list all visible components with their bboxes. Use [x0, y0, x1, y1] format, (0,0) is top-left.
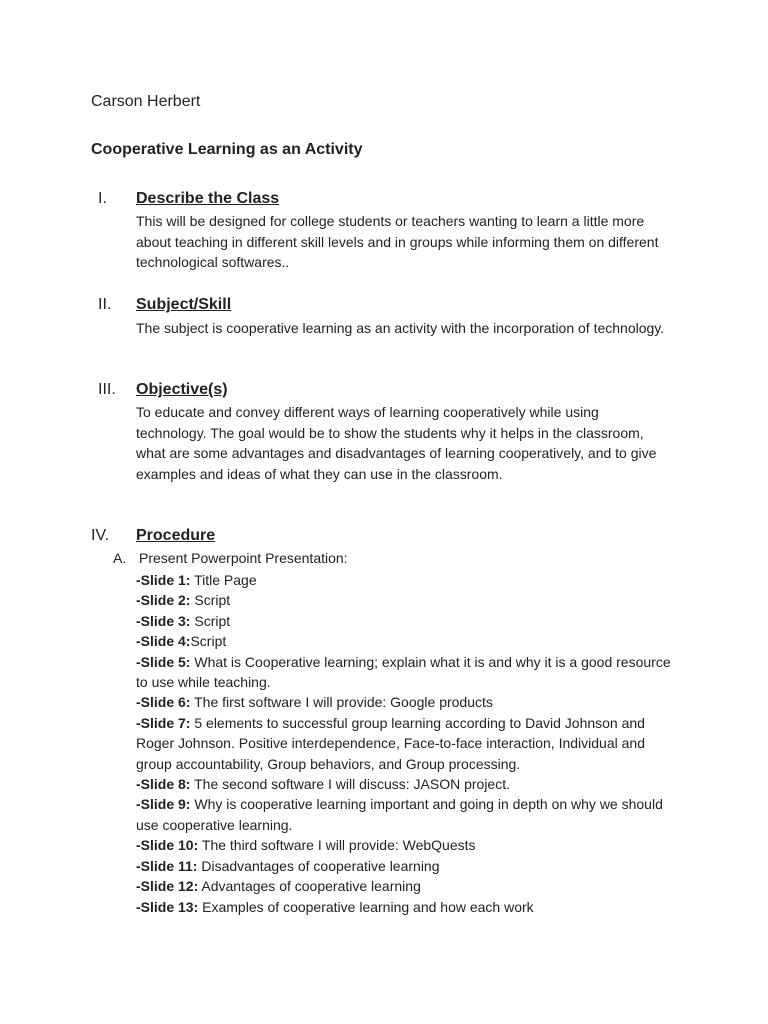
slide-text: Advantages of cooperative learning — [198, 878, 421, 895]
slide-text: Why is cooperative learning important and going in depth on why we should use cooperative learning. — [136, 796, 663, 833]
slide-item — [136, 692, 676, 712]
section-heading: Procedure — [136, 527, 216, 544]
section-numeral: IV. — [91, 527, 110, 544]
slide-text: Examples of cooperative learning and how each work — [198, 898, 534, 915]
slide-item — [136, 590, 676, 610]
section-heading: Describe the Class — [136, 190, 280, 207]
slide-text: Script — [190, 612, 231, 629]
slide-label: -Slide 7: — [136, 714, 191, 731]
slide-label: -Slide 10: — [136, 837, 199, 854]
slide-text: 5 elements to successful group learning according to David Johnson and Roger Johnson. Positive interdependence, Face-to-face interaction, Individual and group accountability, Group behaviors, and Group processing. — [136, 714, 645, 772]
slide-item — [136, 794, 676, 835]
slide-item — [136, 570, 676, 590]
slide-text: What is Cooperative learning; explain what it is and why it is a good resource to use while teaching. — [136, 653, 671, 691]
slide-item — [136, 652, 676, 693]
slide-item — [136, 856, 676, 876]
slide-text: The first software I will provide: Google products — [190, 694, 493, 711]
slide-list — [136, 570, 676, 917]
slide-text: The third software I will provide: WebQuests — [198, 837, 476, 854]
author-name: Carson Herbert — [91, 93, 201, 110]
slide-text: Title Page — [190, 572, 257, 588]
slide-label: -Slide 13: — [136, 898, 199, 915]
slide-item — [136, 897, 676, 917]
slide-text: The second software I will discuss: JASON project. — [190, 776, 511, 793]
slide-text: Script — [190, 592, 231, 609]
document-title: Cooperative Learning as an Activity — [91, 141, 363, 158]
slide-label: -Slide 2: — [136, 592, 191, 609]
slide-label: -Slide 12: — [136, 878, 199, 895]
slide-label: -Slide 5: — [136, 653, 191, 670]
slide-item — [136, 835, 676, 855]
slide-label: -Slide 11: — [136, 857, 198, 874]
slide-item — [136, 611, 676, 631]
section-body: The subject is cooperative learning as an activity with the incorporation of technology. — [136, 320, 665, 336]
slide-item — [136, 713, 676, 774]
slide-item — [136, 631, 676, 651]
sub-item-text: Present Powerpoint Presentation: — [139, 550, 348, 566]
section-body: This will be designed for college students or teachers wanting to learn a little more about teaching in different skill levels and in groups while informing them on different technological softwares.. — [136, 213, 659, 271]
slide-label: -Slide 6: — [136, 694, 191, 711]
slide-label: -Slide 3: — [136, 612, 191, 629]
slide-text: Disadvantages of cooperative learning — [197, 857, 440, 874]
section-numeral: II. — [98, 296, 112, 313]
slide-label: -Slide 1: — [136, 572, 191, 588]
slide-label: -Slide 4: — [136, 633, 191, 650]
sub-item-letter: A. — [113, 550, 127, 566]
section-heading: Subject/Skill — [136, 296, 232, 313]
slide-label: -Slide 9: — [136, 796, 191, 813]
slide-label: -Slide 8: — [136, 776, 191, 793]
section-body: To educate and convey different ways of learning cooperatively while using technology. The goal would be to show the students why it helps in the classroom, what are some advantages and disadvantages of learning cooperatively, and to give examples and ideas of what they can use in the classroom. — [136, 404, 657, 482]
section-numeral: I. — [98, 190, 107, 207]
slide-item — [136, 876, 676, 896]
slide-item — [136, 774, 676, 794]
section-numeral: III. — [98, 381, 116, 398]
section-heading: Objective(s) — [136, 381, 228, 398]
slide-text: Script — [190, 633, 227, 650]
